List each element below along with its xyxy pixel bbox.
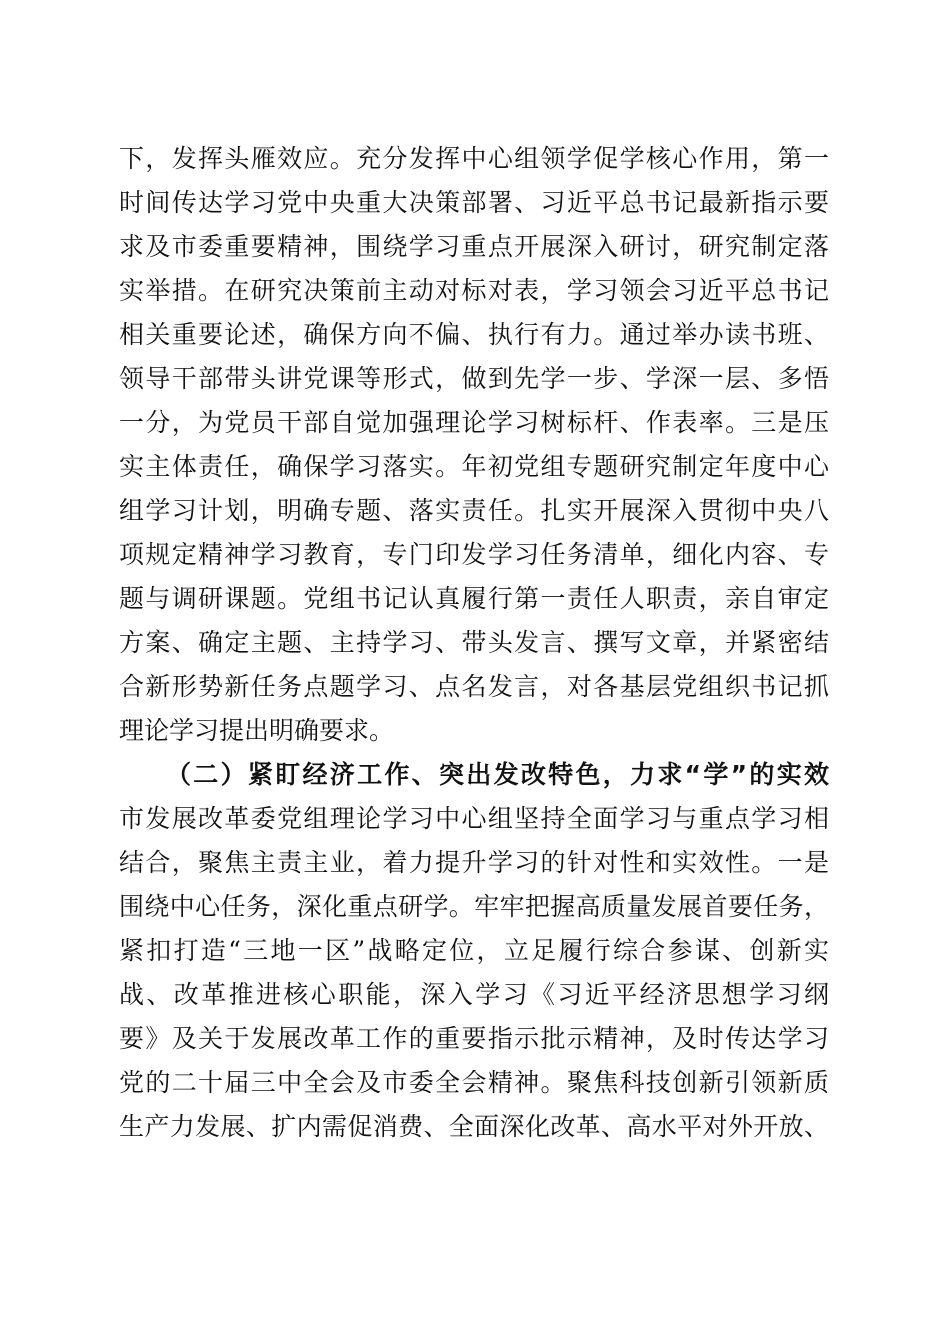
paragraph-line: 要》及关于发展改革工作的重要指示批示精神，及时传达学习	[119, 1024, 829, 1053]
paragraph-line: 时间传达学习党中央重大决策部署、习近平总书记最新指示要	[119, 188, 829, 217]
paragraph-line: 一分，为党员干部自觉加强理论学习树标杆、作表率。三是压	[119, 408, 829, 437]
paragraph-line: 紧扣打造“三地一区”战略定位，立足履行综合参谋、创新实	[119, 936, 829, 965]
section-heading: （二）紧盯经济工作、突出发改特色，力求“学”的实效	[166, 760, 829, 789]
paragraph-line: 求及市委重要精神，围绕学习重点开展深入研讨，研究制定落	[119, 232, 829, 261]
paragraph-line: 下，发挥头雁效应。充分发挥中心组领学促学核心作用，第一	[119, 144, 829, 173]
paragraph-line: 市发展改革委党组理论学习中心组坚持全面学习与重点学习相	[119, 804, 829, 833]
paragraph-line: 理论学习提出明确要求。	[119, 716, 395, 745]
paragraph-line: 题与调研课题。党组书记认真履行第一责任人职责，亲自审定	[119, 584, 829, 613]
paragraph-line: 围绕中心任务，深化重点研学。牢牢把握高质量发展首要任务，	[119, 892, 829, 921]
paragraph-line: 项规定精神学习教育，专门印发学习任务清单，细化内容、专	[119, 540, 829, 569]
paragraph-line: 结合，聚焦主责主业，着力提升学习的针对性和实效性。一是	[119, 848, 829, 877]
paragraph-line: 合新形势新任务点题学习、点名发言，对各基层党组织书记抓	[119, 672, 829, 701]
paragraph-line: 实举措。在研究决策前主动对标对表，学习领会习近平总书记	[119, 276, 829, 305]
paragraph-line: 实主体责任，确保学习落实。年初党组专题研究制定年度中心	[119, 452, 829, 481]
paragraph-line: 方案、确定主题、主持学习、带头发言、撰写文章，并紧密结	[119, 628, 829, 657]
paragraph-line: 相关重要论述，确保方向不偏、执行有力。通过举办读书班、	[119, 320, 829, 349]
paragraph-line: 领导干部带头讲党课等形式，做到先学一步、学深一层、多悟	[119, 364, 829, 393]
paragraph-line: 生产力发展、扩内需促消费、全面深化改革、高水平对外开放、	[119, 1112, 829, 1141]
paragraph-line: 战、改革推进核心职能，深入学习《习近平经济思想学习纲	[119, 980, 829, 1009]
paragraph-line: 党的二十届三中全会及市委全会精神。聚焦科技创新引领新质	[119, 1068, 829, 1097]
paragraph-line: 组学习计划，明确专题、落实责任。扎实开展深入贯彻中央八	[119, 496, 829, 525]
